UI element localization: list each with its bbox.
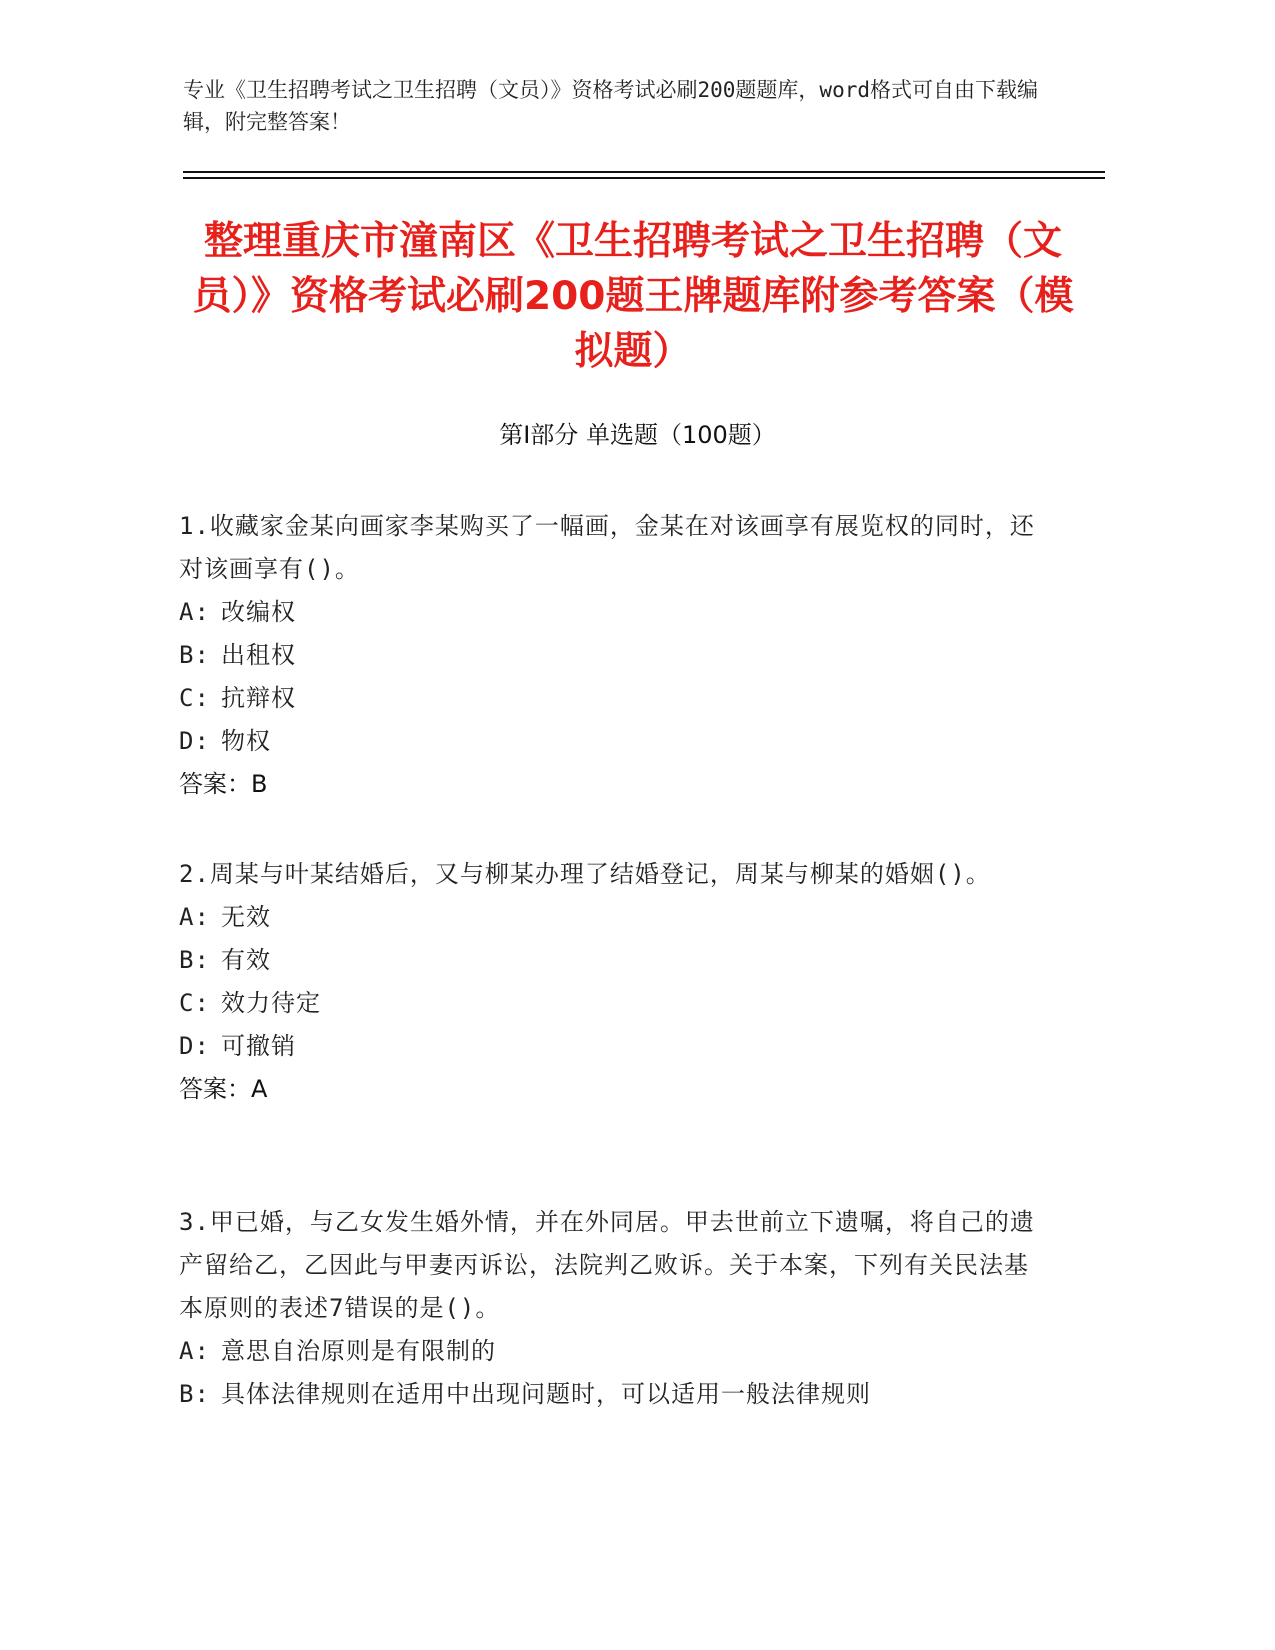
option-letter: C: <box>179 684 210 712</box>
question-block <box>179 505 1039 806</box>
option-letter: A: <box>179 598 210 626</box>
option-letter: A: <box>179 903 210 931</box>
answer-line: 答案：B <box>179 770 268 798</box>
option-b <box>179 939 1039 982</box>
option-text: 效力待定 <box>221 989 321 1017</box>
option-text: 抗辩权 <box>221 684 296 712</box>
header-rule-top <box>183 171 1105 173</box>
question-block <box>179 1201 1039 1416</box>
option-text: 意思自治原则是有限制的 <box>221 1337 496 1365</box>
option-text: 出租权 <box>221 641 296 669</box>
option-c <box>179 677 1039 720</box>
option-text: 具体法律规则在适用中出现问题时，可以适用一般法律规则 <box>221 1380 871 1408</box>
option-text: 改编权 <box>221 598 296 626</box>
option-letter: A: <box>179 1337 210 1365</box>
option-letter: D: <box>179 1032 210 1060</box>
option-d <box>179 720 1039 763</box>
option-letter: B: <box>179 1380 210 1408</box>
document-title: 整理重庆市潼南区《卫生招聘考试之卫生招聘（文员）》资格考试必刷200题王牌题库附参考答案（模拟题） <box>192 219 1074 374</box>
option-a <box>179 591 1039 634</box>
answer-line: 答案：A <box>179 1075 268 1103</box>
option-text: 有效 <box>221 946 271 974</box>
option-a <box>179 896 1039 939</box>
option-letter: C: <box>179 989 210 1017</box>
question-stem: 1.收藏家金某向画家李某购买了一幅画，金某在对该画享有展览权的同时，还对该画享有()。 <box>179 512 1035 583</box>
option-text: 物权 <box>221 727 271 755</box>
option-b <box>179 634 1039 677</box>
question-block <box>179 853 1039 1111</box>
header-note: 专业《卫生招聘考试之卫生招聘（文员）》资格考试必刷200题题库，word格式可自由下载编辑，附完整答案！ <box>183 78 1038 134</box>
option-text: 可撤销 <box>221 1032 296 1060</box>
option-letter: D: <box>179 727 210 755</box>
option-text: 无效 <box>221 903 271 931</box>
option-b <box>179 1373 1039 1416</box>
section-heading: 第Ⅰ部分 单选题（100题） <box>499 421 776 449</box>
question-stem: 3.甲已婚，与乙女发生婚外情，并在外同居。甲去世前立下遗嘱，将自己的遗产留给乙，乙因此与甲妻丙诉讼，法院判乙败诉。关于本案，下列有关民法基本原则的表述7错误的是()。 <box>179 1208 1035 1322</box>
option-letter: B: <box>179 641 210 669</box>
option-d <box>179 1025 1039 1068</box>
option-letter: B: <box>179 946 210 974</box>
question-stem: 2.周某与叶某结婚后，又与柳某办理了结婚登记，周某与柳某的婚姻()。 <box>179 860 991 888</box>
header-rule-bottom <box>183 177 1105 179</box>
option-a <box>179 1330 1039 1373</box>
option-c <box>179 982 1039 1025</box>
